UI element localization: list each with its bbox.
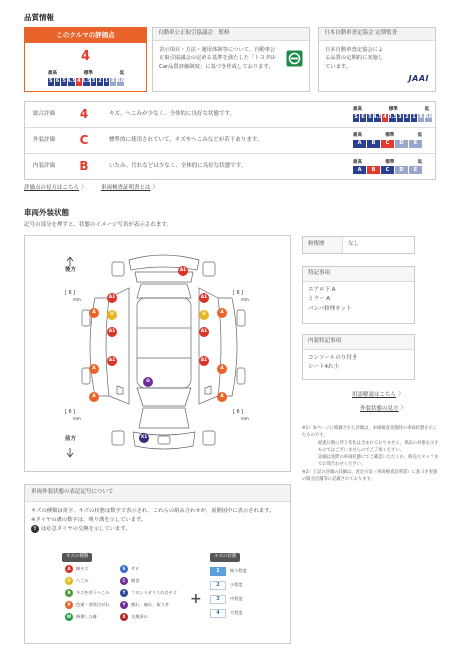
scale-standard-label: 標準 — [83, 71, 93, 77]
spare-tire-icon: T — [31, 525, 39, 533]
special-note-item: エアロ下 A — [308, 286, 336, 293]
damage-type-name: サビ — [131, 565, 140, 571]
scale-cell: 4 — [383, 114, 387, 121]
chevron-right-icon: 〉 — [397, 391, 404, 398]
chevron-right-icon: 〉 — [152, 184, 159, 191]
damage-marker-a1[interactable]: A1 — [107, 327, 117, 337]
overall-score: 4 — [80, 49, 91, 65]
note-1: ※1）本ページに掲載された評価は、車両検査実施時の車両状態を示したものです。 — [302, 426, 438, 439]
eval-desc: キズ、へこみが少なく、全体的に良好な状態です。 — [109, 110, 236, 117]
damage-type-name: 交換済み — [131, 613, 148, 619]
damage-marker-u[interactable]: U — [107, 310, 117, 320]
scale-cell: 3.5 — [388, 114, 397, 121]
jaai-text: 日本自動車査定協会による品質の定期的に実施しています。 — [325, 46, 384, 70]
inspection-card-link[interactable] — [101, 184, 158, 193]
scale-cell: 2 — [405, 114, 409, 121]
damage-marker-a[interactable]: A — [89, 308, 99, 318]
grade-cell: C — [381, 166, 394, 174]
exterior-view-link[interactable] — [360, 405, 406, 414]
damage-type-item — [65, 613, 97, 621]
damage-state-item — [210, 595, 243, 604]
damage-marker-a[interactable]: A — [217, 308, 227, 318]
damage-type-dot-icon: S — [120, 565, 128, 573]
chevron-right-icon: 〉 — [80, 184, 87, 191]
jaai-logo: JAAI — [408, 74, 429, 84]
note-1b: 経過日数に伴う変化は含まれておりません。保証の対象を示すものではございませんのでご了承ください。 — [318, 440, 439, 453]
damage-marker-a1[interactable]: A1 — [199, 356, 209, 366]
terms-link-text[interactable]: 用語解説はこちら — [352, 392, 397, 398]
damage-type-name: 腐食 — [131, 577, 140, 583]
damage-type-name: 色違・塗装はがれ — [76, 601, 110, 607]
score-view-link-text[interactable]: 評価点の見方はこちら — [24, 185, 80, 191]
interior-note-item: シート4れ小 — [308, 364, 339, 371]
scale-cell: 1 — [104, 78, 109, 85]
tire-depth-rear-right: [ 6 ] — [233, 290, 244, 296]
damage-type-name: へこみ — [76, 577, 89, 583]
scale-cell: R — [111, 78, 116, 85]
special-note-item: ミラー A — [308, 296, 331, 303]
eval-scale — [350, 105, 435, 124]
supervision-title: 自動車公正取引協議会 監修 — [153, 28, 309, 41]
damage-type-dot-icon: P — [65, 601, 73, 609]
special-notes-box — [302, 266, 415, 324]
scale-cell: 5 — [368, 114, 372, 121]
scale-cell: 4.5 — [373, 114, 382, 121]
interior-note-item: コンソールのり付き — [308, 354, 358, 361]
damage-type-name: フロントガラスの点キズ — [131, 589, 177, 595]
damage-type-dot-icon: U — [65, 577, 73, 585]
eval-scale — [350, 131, 435, 150]
score-view-link[interactable] — [24, 184, 87, 193]
damage-type-dot-icon: Y — [120, 589, 128, 597]
eval-row-overall — [25, 102, 435, 128]
scale-standard-label: 標準 — [385, 159, 395, 165]
damage-type-dot-icon: X — [120, 613, 128, 621]
scale-cell: 6 — [55, 78, 60, 85]
tire-depth-unit: mm — [73, 297, 81, 302]
grade-cell: D — [395, 166, 408, 174]
scale-best-label: 最高 — [353, 107, 362, 113]
disclaimer-notes — [302, 425, 440, 483]
damage-marker-a1[interactable]: A1 — [178, 266, 188, 276]
damage-marker-a[interactable]: A — [217, 392, 227, 402]
special-note-item: バンパ修理キット — [308, 305, 352, 312]
notation-title: 車両外装状態の表記記号について — [25, 485, 290, 502]
notation-text-3: は応急タイヤの交換を示しています。 — [41, 525, 131, 532]
repair-history-value: なし — [348, 241, 360, 248]
scale-low-label: 低 — [119, 71, 124, 77]
damage-type-item — [120, 613, 148, 621]
grade-cell: C — [381, 140, 394, 148]
grade-cell: A — [353, 166, 366, 174]
scale-cell: 4 — [76, 78, 81, 85]
supervision-box — [152, 27, 310, 92]
grade-cell: D — [395, 140, 408, 148]
eval-grade: C — [79, 132, 89, 147]
damage-marker-g[interactable]: G — [143, 377, 153, 387]
damage-marker-a1[interactable]: A1 — [199, 327, 209, 337]
eval-desc: いたみ、汚れなどは少なく、全体的に良好な状態です。 — [109, 163, 247, 170]
scale-cell: R — [419, 114, 423, 121]
damage-type-dot-icon: C — [120, 577, 128, 585]
damage-marker-a1[interactable]: A1 — [199, 293, 209, 303]
notation-box — [24, 484, 291, 644]
scale-best-label: 最高 — [353, 133, 362, 139]
repair-history-label: 修復歴 — [303, 237, 343, 253]
scale-standard-label: 標準 — [385, 133, 395, 139]
scale-standard-label: 標準 — [388, 107, 398, 113]
evaluation-score-box — [24, 27, 147, 92]
eval-row-interior — [25, 154, 435, 180]
grade-cell: B — [367, 166, 380, 174]
exterior-view-link-text[interactable]: 外装状態の見方 — [360, 406, 399, 412]
damage-types-label: キズの種類 — [62, 553, 92, 562]
damage-type-item — [120, 577, 139, 585]
damage-marker-a[interactable]: A — [89, 364, 99, 374]
damage-type-name: キズを伴うへこみ — [76, 589, 110, 595]
damage-type-dot-icon: A — [65, 565, 73, 573]
interior-notes-title: 内装特記事項 — [303, 335, 414, 350]
damage-marker-a1[interactable]: A1 — [107, 356, 117, 366]
quality-links — [24, 184, 158, 193]
eval-scale — [350, 158, 435, 177]
scale-cell: S — [354, 114, 358, 121]
tire-depth-rear-left: [ 6 ] — [65, 290, 76, 296]
scale-cell: RA — [424, 114, 433, 121]
damage-type-name: 修理した跡 — [76, 613, 97, 619]
damage-state-item — [210, 581, 243, 590]
scale-low-label: 低 — [424, 107, 429, 113]
damage-type-item — [120, 601, 169, 609]
evaluation-table — [24, 101, 436, 180]
score-scale — [48, 71, 124, 86]
notation-text-1: キズの種類は英字、キズの状態は数字で表示され、これらの組み合わせが、展開図中に表示されます。 — [31, 507, 275, 514]
inspection-card-link-text[interactable]: 車両検査証明書とは — [100, 185, 151, 191]
damage-state-name: 中程度 — [230, 596, 243, 602]
damage-state-number: 4 — [210, 609, 226, 618]
tire-depth-front-left: [ 6 ] — [65, 409, 76, 415]
eval-grade: B — [79, 159, 89, 174]
grade-cell: E — [409, 140, 422, 148]
scale-cell: 2 — [98, 78, 102, 85]
eval-grade: 4 — [79, 106, 89, 121]
damage-type-dot-icon: W — [66, 614, 72, 620]
eval-label: 総合評価 — [32, 110, 55, 117]
scale-cell: 5 — [62, 78, 66, 85]
tire-depth-unit: mm — [73, 416, 81, 421]
damage-state-name: 大程度 — [230, 610, 243, 616]
quality-section-title: 品質情報 — [24, 13, 54, 22]
grade-cell: E — [409, 166, 422, 174]
interior-notes-box — [302, 334, 415, 380]
car-diagram-box — [24, 235, 291, 472]
notation-text-2: ※タイヤの溝の数字は、残り溝を示しています。 — [31, 516, 147, 523]
damage-marker-a1[interactable]: A1 — [107, 293, 117, 303]
damage-type-dot-icon: Y — [120, 601, 128, 609]
grade-cell: B — [367, 140, 380, 148]
scale-low-label: 低 — [417, 159, 422, 165]
tire-depth-unit: mm — [241, 416, 249, 421]
damage-state-item — [210, 609, 243, 618]
scale-best-label: 最高 — [353, 159, 362, 165]
damage-type-name: 線キズ — [76, 565, 89, 571]
exterior-description: 記号の部分を押すと、状態のイメージ写真が表示されます。 — [24, 222, 172, 228]
scale-cell: 3.5 — [81, 78, 91, 85]
scale-best-label: 最高 — [48, 71, 57, 77]
note-1c: 詳細は実際の車両状態にてご確認いただくか、販売スタッフまでお問合わせください。 — [318, 455, 439, 468]
damage-state-label: キズの状態 — [210, 553, 240, 562]
scale-cell: 3 — [398, 114, 402, 121]
damage-type-item — [120, 565, 139, 573]
tire-depth-front-right: [ 6 ] — [233, 409, 244, 415]
jaai-box — [318, 27, 436, 92]
damage-state-name: 小程度 — [230, 582, 243, 588]
eval-label: 外装評価 — [32, 136, 55, 143]
special-notes-title: 特記事項 — [303, 267, 414, 282]
scale-cell: 3 — [91, 78, 96, 85]
damage-state-number: 1 — [210, 567, 226, 576]
damage-type-item — [65, 589, 109, 597]
terms-link[interactable] — [352, 391, 404, 400]
eval-desc: 標準的に使用されていて、キズやへこみなどが若干あります。 — [109, 136, 263, 143]
damage-state-name: 極小程度 — [230, 568, 247, 574]
exterior-section-title: 車両外装状態 — [24, 208, 69, 217]
tire-depth-unit: mm — [241, 297, 249, 302]
rear-label: 後方 — [65, 267, 77, 273]
grade-cell: A — [353, 140, 366, 148]
scale-cell: 1 — [412, 114, 416, 121]
legend-area — [25, 485, 292, 645]
fair-trade-icon — [286, 50, 303, 67]
damage-state-number: 2 — [210, 581, 226, 590]
damage-state-item — [210, 567, 247, 576]
scale-cell: S — [49, 78, 53, 85]
scale-cell: 4.5 — [66, 78, 76, 85]
damage-type-item — [65, 577, 89, 585]
eval-row-exterior — [25, 128, 435, 154]
scale-cell: RA — [116, 78, 125, 85]
damage-marker-a[interactable]: A — [217, 364, 227, 374]
damage-type-dot-icon: B — [65, 589, 73, 597]
damage-type-name: 割れ、破れ、取り外 — [131, 601, 170, 607]
jaai-title: 日本自動車査定協会 定期監査 — [319, 28, 435, 41]
scale-cell: 6 — [361, 114, 365, 121]
front-label: 前方 — [65, 436, 77, 442]
supervision-text: 表示項目・方法・運用体制等について、自動車公正取引協議会の定める基準を満たした「トヨタU-Car品質評価制度」に基づき作成しております。 — [159, 46, 277, 70]
scale-low-label: 低 — [417, 133, 422, 139]
repair-history-box — [302, 236, 415, 254]
eval-label: 内装評価 — [32, 163, 55, 170]
plus-icon: + — [190, 591, 202, 607]
note-2: ※2）上記の評価の詳細は、査定方法（車両検査証明書）に基づき実施の販売店舗等に記載されております。 — [302, 469, 438, 483]
damage-state-number: 3 — [210, 595, 226, 604]
damage-type-item — [65, 565, 88, 573]
damage-marker-x1[interactable]: X1 — [139, 433, 149, 443]
damage-type-item — [65, 601, 110, 609]
damage-marker-u[interactable]: U — [199, 310, 209, 320]
damage-marker-a[interactable]: A — [89, 392, 99, 402]
chevron-right-icon: 〉 — [400, 405, 407, 412]
damage-type-item — [120, 589, 177, 597]
evaluation-header: このクルマの評価点 — [25, 28, 146, 43]
